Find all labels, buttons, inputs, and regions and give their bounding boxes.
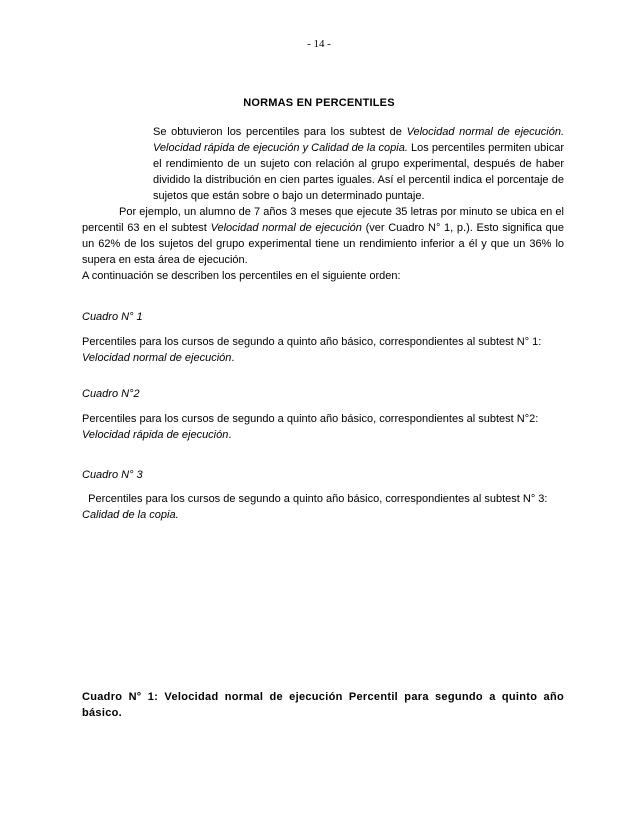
table-description-text-1: Percentiles para los cursos de segundo a quinto año básico, correspondientes al subtest N° 1: [82, 336, 542, 348]
table-subtest-3: Calidad de la copia. [82, 509, 179, 521]
intro-subtests: Velocidad normal de ejecución. Velocidad rápida de ejecución y Calidad de la copia. [153, 126, 564, 154]
table-subtest-2: Velocidad rápida de ejecución [82, 429, 229, 441]
intro-text-c: Los percentiles permiten ubicar el rendimiento de un sujeto con relación al grupo experimental, después de haber dividido la distribución en cien partes iguales. Así el percentil indica el porcentaje de sujetos que están sobre o bajo un determinado puntaje. [153, 142, 564, 202]
table-description-1 [82, 334, 564, 366]
table-description-end-1: . [231, 352, 235, 364]
intro-text-a: Se obtuvieron los percentiles para los subtest de [153, 126, 407, 138]
table-description-text-2: Percentiles para los cursos de segundo a quinto año básico, correspondientes al subtest N°2: [82, 413, 539, 425]
order-intro: A continuación se describen los percentiles en el siguiente orden: [82, 270, 401, 282]
table-description-2 [82, 411, 564, 443]
table-caption-1: Cuadro N° 1 [82, 311, 143, 323]
table-caption-3: Cuadro N° 3 [82, 469, 143, 481]
page-title: NORMAS EN PERCENTILES [243, 97, 395, 109]
example-subtest: Velocidad normal de ejecución [210, 222, 362, 234]
table-caption-2: Cuadro N°2 [82, 388, 140, 400]
example-text-c: (ver Cuadro N° 1, p.). Esto significa que un 62% de los sujetos del grupo experimental tiene un rendimiento inferior a él y que un 36% lo supera en esta área de ejecución. [82, 222, 564, 266]
example-paragraph [82, 204, 564, 268]
table-description-3 [82, 491, 564, 523]
table-description-end-2: . [228, 429, 232, 441]
page-number: - 14 - [307, 38, 331, 50]
table-description-text-3: Percentiles para los cursos de segundo a quinto año básico, correspondientes al subtest N° 3: [82, 493, 551, 505]
table-subtest-1: Velocidad normal de ejecución [82, 352, 232, 364]
final-table-heading: Cuadro N° 1: Velocidad normal de ejecución Percentil para segundo a quinto año básico. [82, 691, 564, 719]
example-text-a: Por ejemplo, un alumno de 7 años 3 meses que ejecute 35 letras por minuto se ubica en el percentil 63 en el subtest [82, 206, 564, 234]
intro-paragraph [153, 124, 564, 204]
